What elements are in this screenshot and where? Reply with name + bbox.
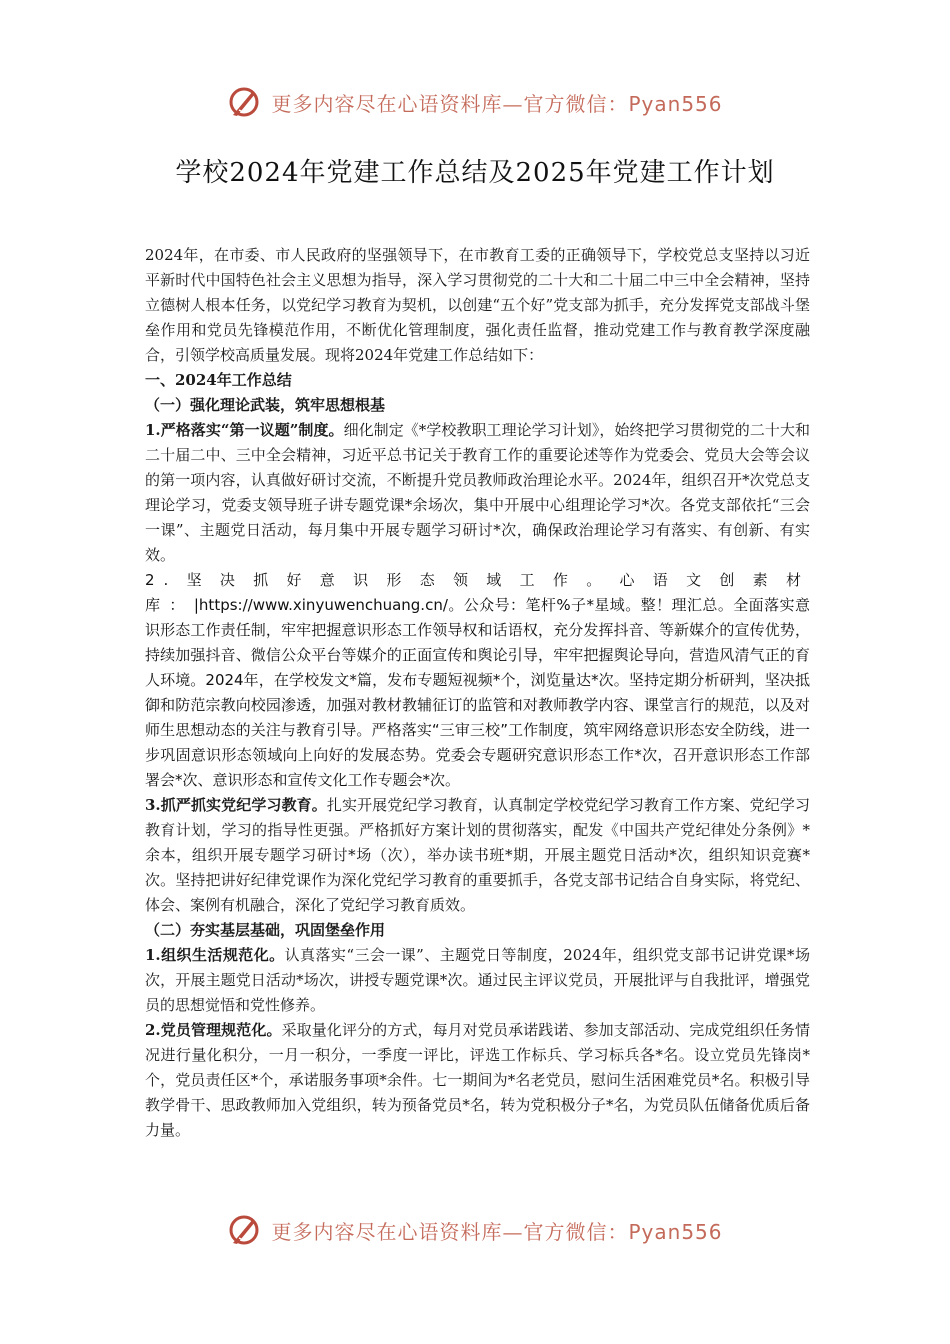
paragraph-member-management: 2.党员管理规范化。采取量化评分的方式，每月对党员承诺践诺、参加支部活动、完成党组织任务情况进行量化积分，一月一积分，一季度一评比，评选工作标兵、学习标兵各*名。设立党员先锋岗*个，党员责任区*个，承诺服务事项*余件。七一期间为*名老党员，慰问生活困难党员*名。积极引导教学骨干、思政教师加入党组织，转为预备党员*名，转为党积极分子*名，为党员队伍储备优质后备力量。 (145, 1021, 810, 1139)
watermark-text: 更多内容尽在心语资料库—官方微信：Pyan556 (271, 1219, 723, 1244)
subsection-heading-theory: （一）强化理论武装，筑牢思想根基 (145, 396, 386, 414)
document-body (145, 243, 810, 1143)
quill-logo-icon (227, 85, 261, 119)
watermark-banner-bottom (0, 1210, 950, 1250)
section-heading-summary: 一、2024年工作总结 (145, 371, 292, 389)
document-title: 学校2024年党建工作总结及2025年党建工作计划 (175, 158, 775, 188)
watermark-banner-top (0, 82, 950, 122)
subsection-heading-foundation: （二）夯实基层基础，巩固堡垒作用 (145, 921, 386, 939)
paragraph-organization-life: 1.组织生活规范化。认真落实“三会一课”、主题党日等制度，2024年，组织党支部书记讲党课*场次，开展主题党日活动*场次，讲授专题党课*次。通过民主评议党员，开展批评与自我批评，增强党员的思想觉悟和党性修养。 (145, 946, 810, 1014)
intro-paragraph: 2024年，在市委、市人民政府的坚强领导下，在市教育工委的正确领导下，学校党总支坚持以习近平新时代中国特色社会主义思想为指导，深入学习贯彻党的二十大和二十届二中三中全会精神，坚持立德树人根本任务，以党纪学习教育为契机，以创建“五个好”党支部为抓手，充分发挥党支部战斗堡垒作用和党员先锋模范作用，不断优化管理制度，强化责任监督，推动党建工作与教育教学深度融合，引领学校高质量发展。现将2024年党建工作总结如下： (145, 246, 810, 364)
watermark-text: 更多内容尽在心语资料库—官方微信：Pyan556 (271, 91, 723, 116)
paragraph-ideology: 2.坚决抓好意识形态领域工作。心语文创素材库：|https://www.xinyuwenchuang.cn/。公众号：笔杆%子*星域。整！理汇总。全面落实意识形态工作责任制，牢牢把握意识形态工作领导权和话语权，充分发挥抖音、等新媒介的宣传优势，持续加强抖音、微信公众平台等媒介的正面宣传和舆论引导，牢牢把握舆论导向，营造风清气正的育人环境。2024年，在学校发文*篇，发布专题短视频*个，浏览量达*次。坚持定期分析研判，坚决抵御和防范宗教向校园渗透，加强对教材教辅征订的监管和对教师教学内容、课堂言行的规范，以及对师生思想动态的关注与教育引导。严格落实“三审三校”工作制度，筑牢网络意识形态安全防线，进一步巩固意识形态领域向上向好的发展态势。党委会专题研究意识形态工作*次，召开意识形态工作部署会*次、意识形态和宣传文化工作专题会*次。 (145, 571, 810, 789)
quill-logo-icon (227, 1213, 261, 1247)
paragraph-discipline: 3.抓严抓实党纪学习教育。扎实开展党纪学习教育，认真制定学校党纪学习教育工作方案、党纪学习教育计划，学习的指导性更强。严格抓好方案计划的贯彻落实，配发《中国共产党纪律处分条例》*余本，组织开展专题学习研讨*场（次），举办读书班*期，开展主题党日活动*次，组织知识竞赛*次。坚持把讲好纪律党课作为深化党纪学习教育的重要抓手，各党支部书记结合自身实际，将党纪、体会、案例有机融合，深化了党纪学习教育质效。 (145, 796, 810, 914)
paragraph-first-topic: 1.严格落实“第一议题”制度。细化制定《*学校教职工理论学习计划》，始终把学习贯彻党的二十大和二十届二中、三中全会精神，习近平总书记关于教育工作的重要论述等作为党委会、党员大会等会议的第一项内容，认真做好研讨交流，不断提升党员教师政治理论水平。2024年，组织召开*次党总支理论学习，党委支领导班子讲专题党课*余场次，集中开展中心组理论学习*次。各党支部依托“三会一课”、主题党日活动，每月集中开展专题学习研讨*次，确保政治理论学习有落实、有创新、有实效。 (145, 421, 810, 564)
